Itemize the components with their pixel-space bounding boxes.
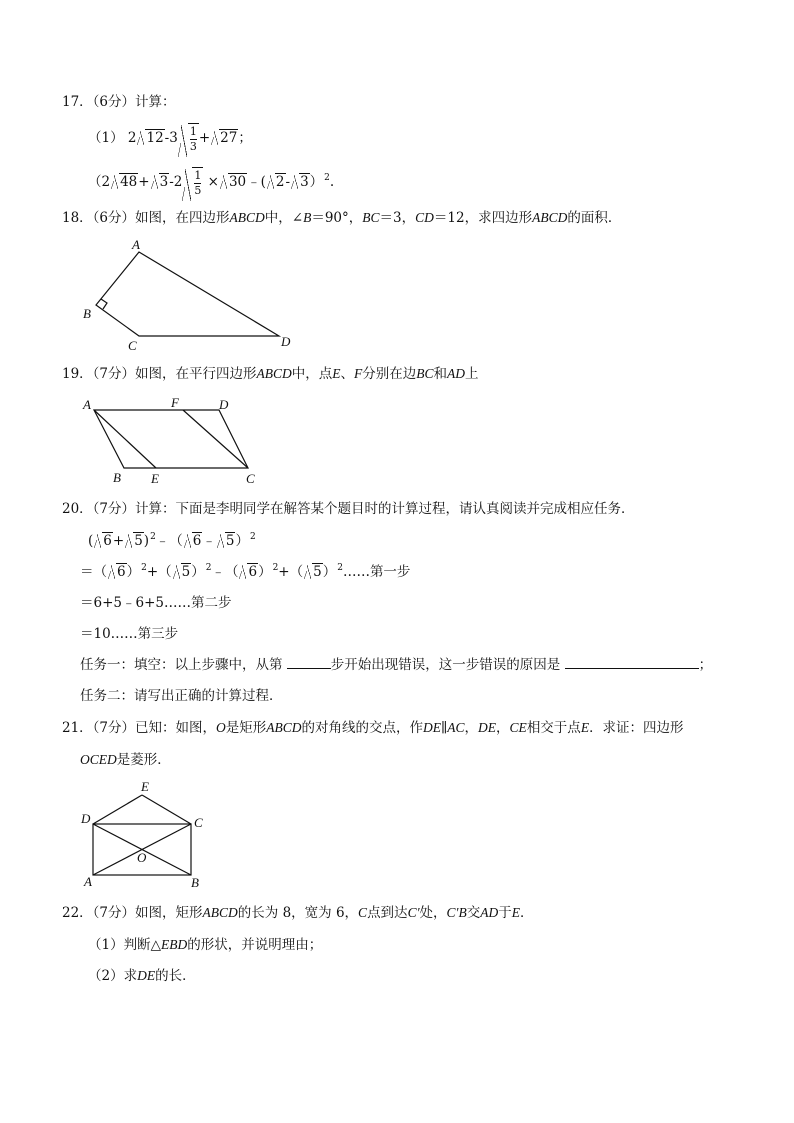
- q17-part1: （1） 2 12-3 $\frac{1}{3}$ + 27；: [88, 125, 252, 153]
- q20-heading: 20．（7分）计算：下面是李明同学在解答某个题目时的计算过程，请认真阅读并完成相应任务．: [62, 501, 635, 517]
- q21-label-C: C: [194, 815, 203, 830]
- q19-label-E: E: [151, 471, 159, 486]
- q19-label-C: C: [246, 471, 255, 486]
- q20-step2: ＝6+5﹣6+5……第二步: [80, 595, 232, 611]
- q18-label-D: D: [281, 334, 291, 349]
- q21-label-D: D: [81, 811, 91, 826]
- q20-task2: 任务二：请写出正确的计算过程．: [80, 688, 283, 704]
- q19-text: 19．（7分）如图，在平行四边形ABCD中，点E、F分别在边BC和AD上: [62, 366, 479, 382]
- q22-part2: （2）求DE的长．: [88, 968, 196, 984]
- q20-step1: ＝（ 6）$^2$+（ 5）$^2$﹣（ 6）$^2$+（ 5）$^2$……第一步: [80, 563, 411, 580]
- q19-label-A: A: [83, 397, 91, 412]
- q20-step3: ＝10……第三步: [80, 626, 179, 642]
- q18-text: 18．（6分）如图，在四边形ABCD中，∠B＝90°，BC＝3，CD＝12，求四边形ABCD的面积．: [62, 210, 622, 226]
- q17-heading: 17．（6分）计算：: [62, 94, 176, 110]
- q21-label-A: A: [84, 874, 92, 889]
- q19-label-F: F: [171, 395, 179, 410]
- q21-label-O: O: [137, 850, 147, 865]
- q18-label-B: B: [83, 306, 91, 321]
- q20-expression: ( 6+ 5)$^2$﹣（ 6﹣ 5）$^2$: [88, 532, 256, 549]
- q22-part1: （1）判断△EBD的形状，并说明理由；: [88, 937, 323, 953]
- q22-text: 22．（7分）如图，矩形ABCD的长为 8，宽为 6，C点到达C′处，C′B交AD于E．: [62, 905, 534, 921]
- q21-label-E: E: [141, 779, 149, 794]
- q19-label-D: D: [219, 397, 229, 412]
- q18-label-C: C: [128, 338, 137, 353]
- q20-task1: 任务一：填空：以上步骤中，从第 步开始出现错误，这一步错误的原因是 ；: [80, 657, 713, 673]
- q21-text-line1: 21．（7分）已知：如图，O是矩形ABCD的对角线的交点，作DE∥AC，DE，CE相交于点E．求证：四边形: [62, 720, 684, 736]
- q21-label-B: B: [191, 875, 199, 890]
- q21-text-line2: OCED是菱形．: [80, 752, 171, 768]
- q18-label-A: A: [132, 237, 140, 252]
- q19-label-B: B: [113, 470, 121, 485]
- q17-part2: （2 48+ 3-2 $\frac{1}{5}$ × 30﹣( 2- 3）$^2$.: [88, 169, 335, 197]
